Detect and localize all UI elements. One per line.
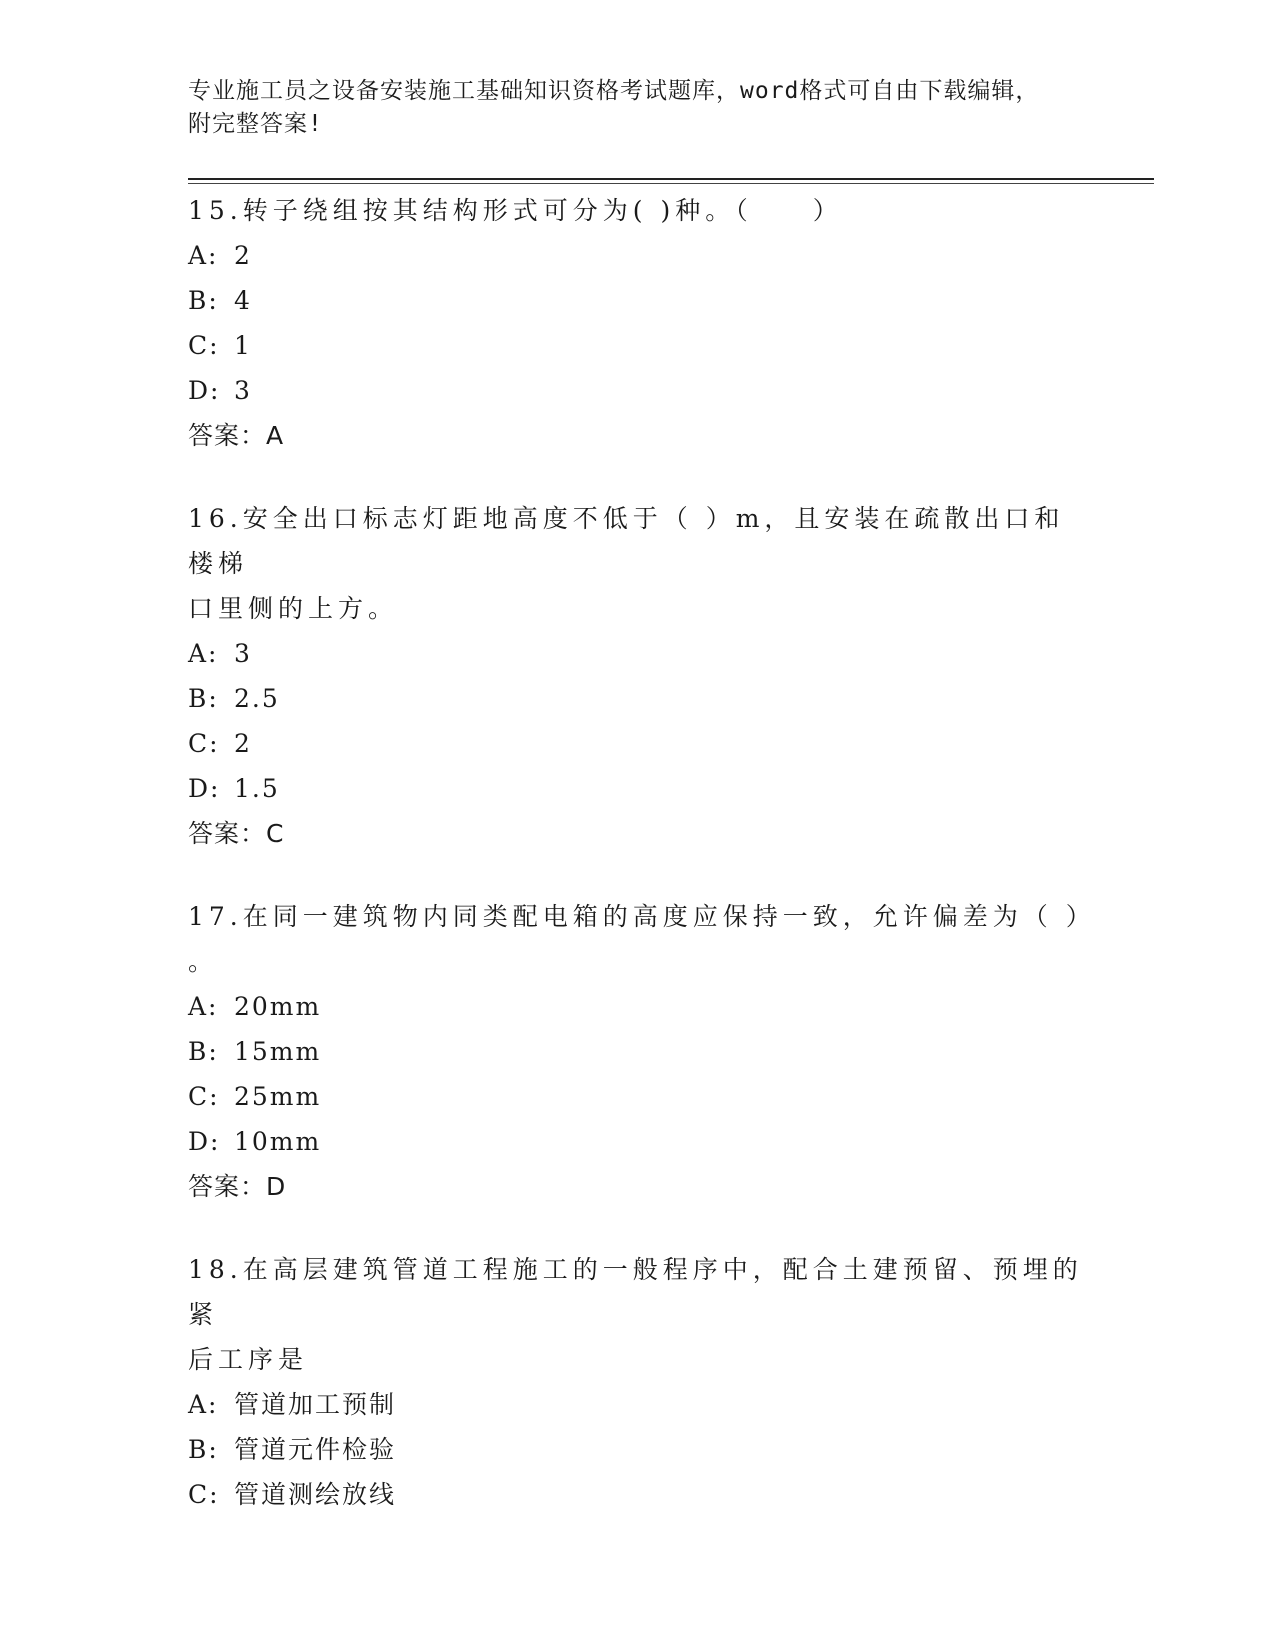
option-text: 20mm — [234, 992, 322, 1021]
question-17 — [188, 894, 1096, 1209]
option-text: 15mm — [234, 1037, 322, 1066]
option-d — [188, 368, 1088, 413]
option-d — [188, 766, 1088, 811]
header-line-2: 附完整答案! — [188, 111, 323, 137]
option-text: 2 — [234, 241, 252, 270]
option-label: B: — [188, 684, 219, 713]
answer-line: 答案：A — [188, 421, 285, 450]
option-label: B: — [188, 286, 219, 315]
option-text: 2.5 — [234, 684, 280, 713]
question-stem-continued: 。 — [188, 947, 219, 976]
header-divider-thin — [188, 183, 1154, 184]
option-text: 管道加工预制 — [234, 1390, 397, 1419]
option-label: A: — [188, 992, 219, 1021]
document-header — [188, 75, 1068, 141]
option-text: 10mm — [234, 1127, 322, 1156]
question-list — [188, 188, 1096, 1555]
question-stem: 15.转子绕组按其结构形式可分为( )种。（ ） — [188, 196, 843, 225]
option-label: D: — [188, 1127, 221, 1156]
option-text: 3 — [234, 376, 252, 405]
option-c — [188, 721, 1088, 766]
option-label: C: — [188, 729, 220, 758]
option-text: 25mm — [234, 1082, 322, 1111]
question-stem: 18.在高层建筑管道工程施工的一般程序中，配合土建预留、预埋的紧 — [188, 1255, 1083, 1329]
option-text: 1 — [234, 331, 252, 360]
question-16 — [188, 496, 1088, 856]
question-stem: 16.安全出口标志灯距地高度不低于（ ）m，且安装在疏散出口和楼梯 — [188, 504, 1065, 578]
question-stem: 17.在同一建筑物内同类配电箱的高度应保持一致，允许偏差为（ ） — [188, 902, 1096, 931]
option-label: C: — [188, 331, 220, 360]
option-label: C: — [188, 1082, 220, 1111]
option-label: A: — [188, 639, 219, 668]
answer-line: 答案：D — [188, 1172, 287, 1201]
question-15 — [188, 188, 1088, 458]
question-18 — [188, 1247, 1088, 1517]
option-label: A: — [188, 1390, 219, 1419]
option-label: A: — [188, 241, 219, 270]
question-stem-continued: 后工序是 — [188, 1345, 309, 1374]
option-c — [188, 1472, 1088, 1517]
option-label: C: — [188, 1480, 220, 1509]
header-divider-thick — [188, 178, 1154, 180]
option-a — [188, 1382, 1088, 1427]
answer-line: 答案：C — [188, 819, 285, 848]
option-text: 管道测绘放线 — [234, 1480, 397, 1509]
option-text: 3 — [234, 639, 252, 668]
option-label: D: — [188, 376, 221, 405]
option-text: 管道元件检验 — [234, 1435, 397, 1464]
option-text: 2 — [234, 729, 252, 758]
option-a — [188, 631, 1088, 676]
option-a — [188, 984, 1088, 1029]
option-b — [188, 278, 1088, 323]
option-d — [188, 1119, 1088, 1164]
option-label: D: — [188, 774, 221, 803]
header-line-1: 专业施工员之设备安装施工基础知识资格考试题库，word格式可自由下载编辑， — [188, 78, 1040, 104]
option-c — [188, 1074, 1088, 1119]
option-b — [188, 1029, 1088, 1074]
option-text: 4 — [234, 286, 252, 315]
option-a — [188, 233, 1088, 278]
option-b — [188, 676, 1088, 721]
option-c — [188, 323, 1088, 368]
option-text: 1.5 — [234, 774, 280, 803]
option-label: B: — [188, 1037, 219, 1066]
option-label: B: — [188, 1435, 219, 1464]
option-b — [188, 1427, 1088, 1472]
question-stem-continued: 口里侧的上方。 — [188, 594, 399, 623]
